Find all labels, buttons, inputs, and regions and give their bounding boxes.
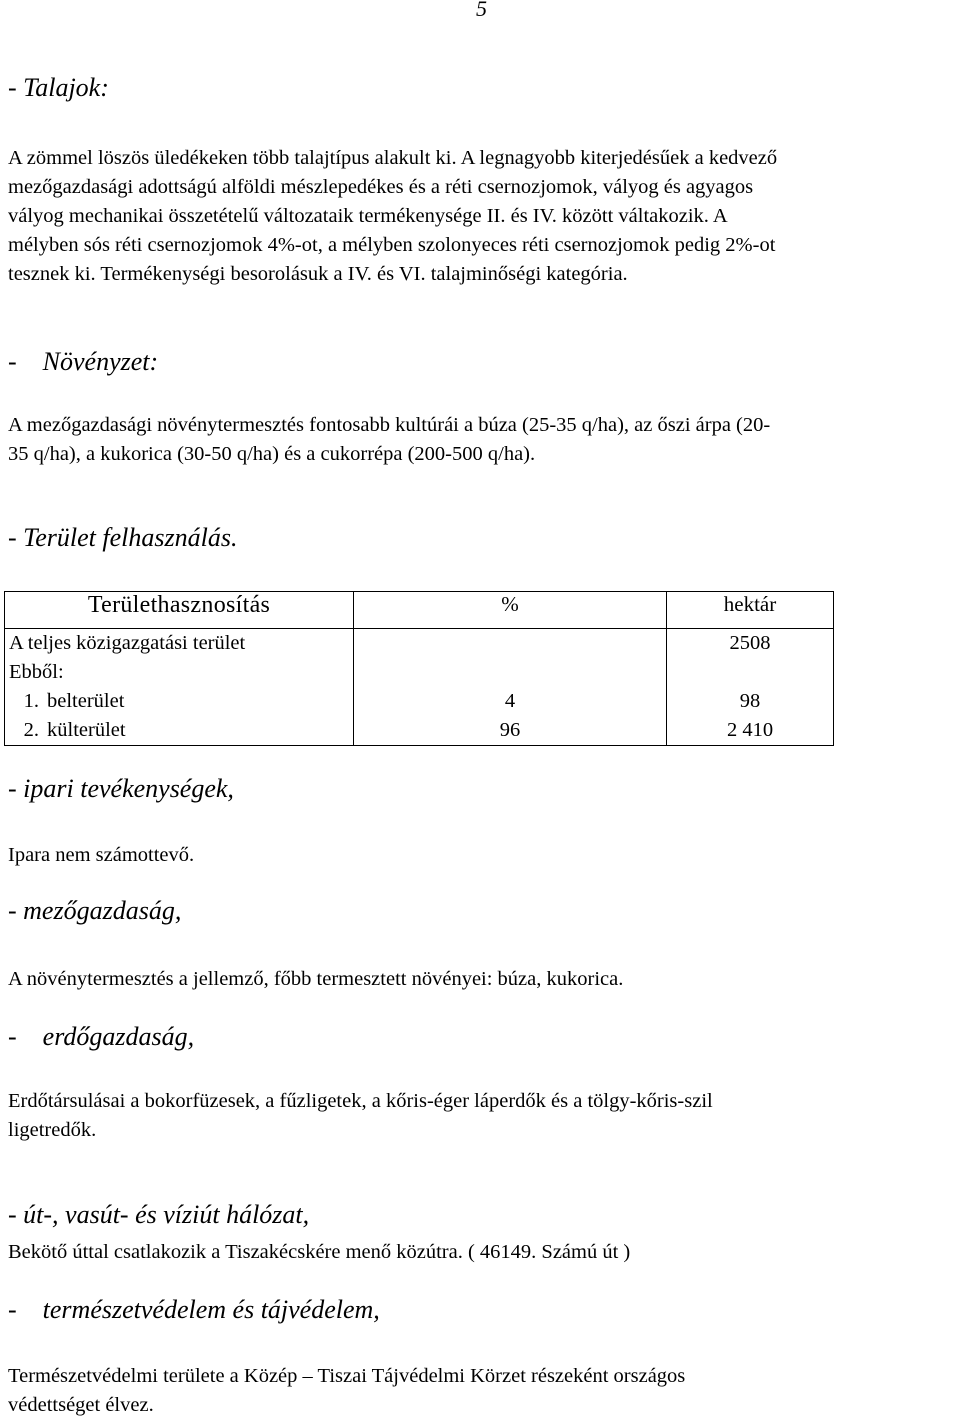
paragraph-ut bbox=[8, 1238, 630, 1267]
ha-total: 2508 bbox=[729, 632, 771, 654]
section-heading-ipari: - ipari tevékenységek, bbox=[8, 774, 234, 803]
section-heading-talajok: - Talajok: bbox=[8, 73, 109, 102]
paragraph-novenyzet bbox=[8, 411, 770, 469]
column-header-hectare: hektár bbox=[667, 592, 834, 629]
text-line: A zömmel löszös üledékeken több talajtípus alakult ki. A legnagyobb kiterjedésűek a kedvező bbox=[8, 147, 778, 169]
pct-kulterulet: 96 bbox=[499, 719, 521, 741]
text-line: vályog mechanikai összetételű változataik termékenysége II. és IV. között váltakozik. A bbox=[8, 205, 728, 227]
text-line: A növénytermesztés a jellemző, főbb termesztett növényei: búza, kukorica. bbox=[8, 968, 624, 990]
text-line: védettséget élvez. bbox=[8, 1394, 154, 1416]
heading-dash: - bbox=[8, 347, 17, 376]
paragraph-mezogazdasag bbox=[8, 965, 623, 994]
table-cell-percent bbox=[354, 629, 667, 746]
row-label-ebbol: Ebből: bbox=[9, 661, 64, 683]
paragraph-termeszetvedelem bbox=[8, 1362, 685, 1420]
heading-text: Növényzet: bbox=[42, 347, 159, 376]
table-row bbox=[5, 629, 834, 746]
text-line: tesznek ki. Termékenységi besorolásuk a IV. és VI. talajminőségi kategória. bbox=[8, 263, 628, 285]
table-header-row bbox=[5, 592, 834, 629]
ha-kulterulet: 2 410 bbox=[726, 719, 774, 741]
land-use-table bbox=[4, 591, 834, 746]
page-number: 5 bbox=[476, 0, 487, 21]
column-header-percent: % bbox=[354, 592, 667, 629]
table-cell-labels bbox=[5, 629, 354, 746]
paragraph-erdogazdasag bbox=[8, 1087, 713, 1145]
section-heading-ut: - út-, vasút- és víziút hálózat, bbox=[8, 1200, 310, 1229]
row-label-kulterulet: 2. külterület bbox=[23, 719, 126, 741]
pct-total bbox=[354, 629, 666, 658]
text-line: 35 q/ha), a kukorica (30-50 q/ha) és a cukorrépa (200-500 q/ha). bbox=[8, 443, 536, 465]
heading-dash: - bbox=[8, 1295, 17, 1324]
text-line: Természetvédelmi területe a Közép – Tiszai Tájvédelmi Körzet részeként országos bbox=[8, 1365, 686, 1387]
pct-belterulet: 4 bbox=[504, 690, 516, 712]
paragraph-talajok bbox=[8, 144, 777, 289]
text-line: A mezőgazdasági növénytermesztés fontosabb kultúrái a búza (25-35 q/ha), az őszi árpa (20- bbox=[8, 414, 771, 436]
section-heading-termeszetvedelem bbox=[8, 1295, 380, 1325]
row-label-total: A teljes közigazgatási terület bbox=[9, 632, 246, 654]
row-label-belterulet: 1. belterület bbox=[23, 690, 125, 712]
text-line: Ipara nem számottevő. bbox=[8, 844, 195, 866]
text-line: mélyben sós réti csernozjomok 4%-ot, a mélyben szolonyeces réti csernozjomok pedig 2%-ot bbox=[8, 234, 776, 256]
text-line: mezőgazdasági adottságú alföldi mészlepedékes és a réti csernozjomok, vályog és agyagos bbox=[8, 176, 754, 198]
section-heading-erdogazdasag bbox=[8, 1022, 194, 1052]
heading-dash: - bbox=[8, 1022, 17, 1051]
section-heading-mezogazdasag: - mezőgazdaság, bbox=[8, 896, 182, 925]
text-line: ligetredők. bbox=[8, 1119, 97, 1141]
section-heading-terulet: - Terület felhasználás. bbox=[8, 523, 238, 552]
heading-text: erdőgazdaság, bbox=[42, 1022, 195, 1051]
pct-ebbol bbox=[354, 658, 666, 687]
text-line: Bekötő úttal csatlakozik a Tiszakécskére menő közútra. ( 46149. Számú út ) bbox=[8, 1241, 631, 1263]
heading-text: természetvédelem és tájvédelem, bbox=[42, 1295, 380, 1324]
paragraph-ipari bbox=[8, 841, 194, 870]
ha-belterulet: 98 bbox=[739, 690, 761, 712]
ha-ebbol bbox=[667, 658, 833, 687]
section-heading-novenyzet bbox=[8, 347, 158, 377]
column-header-land-use: Területhasznosítás bbox=[5, 592, 354, 629]
text-line: Erdőtársulásai a bokorfüzesek, a fűzligetek, a kőris-éger láperdők és a tölgy-kőris-szil bbox=[8, 1090, 713, 1112]
table-cell-hectare bbox=[667, 629, 834, 746]
